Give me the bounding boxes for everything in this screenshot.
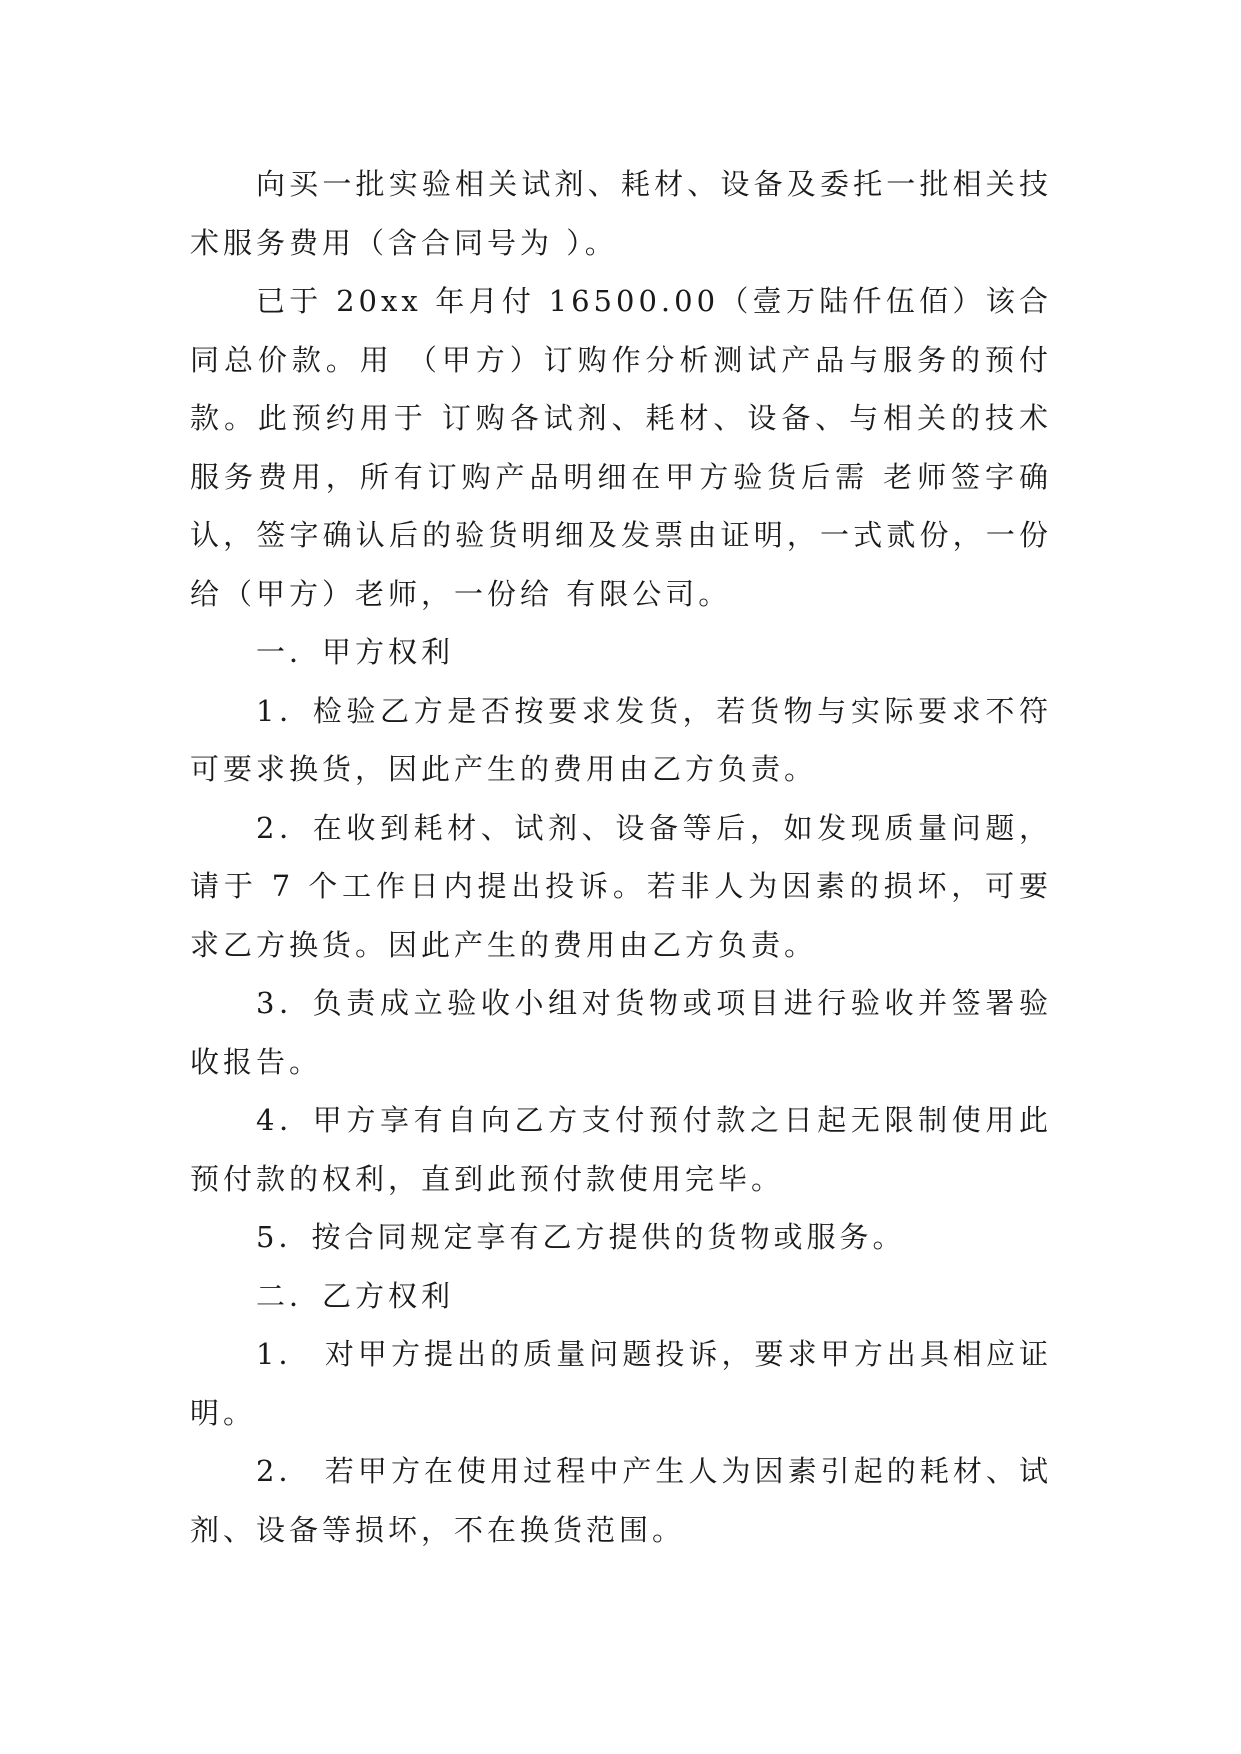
list-item: 1．检验乙方是否按要求发货，若货物与实际要求不符可要求换货，因此产生的费用由乙方负责。	[190, 693, 1052, 786]
list-item: 3．负责成立验收小组对货物或项目进行验收并签署验收报告。	[190, 986, 1052, 1079]
list-item: 2．在收到耗材、试剂、设备等后，如发现质量问题，请于 7 个工作日内提出投诉。若非人为因素的损坏，可要求乙方换货。因此产生的费用由乙方负责。	[190, 810, 1052, 962]
list-item: 2． 若甲方在使用过程中产生人为因素引起的耗材、试剂、设备等损坏，不在换货范围。	[190, 1454, 1052, 1547]
document-body	[190, 155, 1052, 1559]
paragraph-payment: 已于 20xx 年月付 16500.00（壹万陆仟伍佰）该合同总价款。用 （甲方）订购作分析测试产品与服务的预付款。此预约用于 订购各试剂、耗材、设备、与相关的技术服务费用，所有订购产品明细在甲方验货后需 老师签字确认，签字确认后的验货明细及发票由证明，一式贰份，一份给（甲方）老师，一份给 有限公司。	[190, 284, 1052, 611]
list-item: 5．按合同规定享有乙方提供的货物或服务。	[256, 1220, 906, 1254]
paragraph-intro: 向买一批实验相关试剂、耗材、设备及委托一批相关技术服务费用（含合同号为 ）。	[190, 167, 1052, 260]
list-item: 4．甲方享有自向乙方支付预付款之日起无限制使用此预付款的权利，直到此预付款使用完毕。	[190, 1103, 1052, 1196]
list-item: 1． 对甲方提出的质量问题投诉，要求甲方出具相应证明。	[190, 1337, 1052, 1430]
section-heading-party-b-rights: 二．乙方权利	[256, 1278, 455, 1313]
section-heading-party-a-rights: 一．甲方权利	[256, 635, 455, 669]
